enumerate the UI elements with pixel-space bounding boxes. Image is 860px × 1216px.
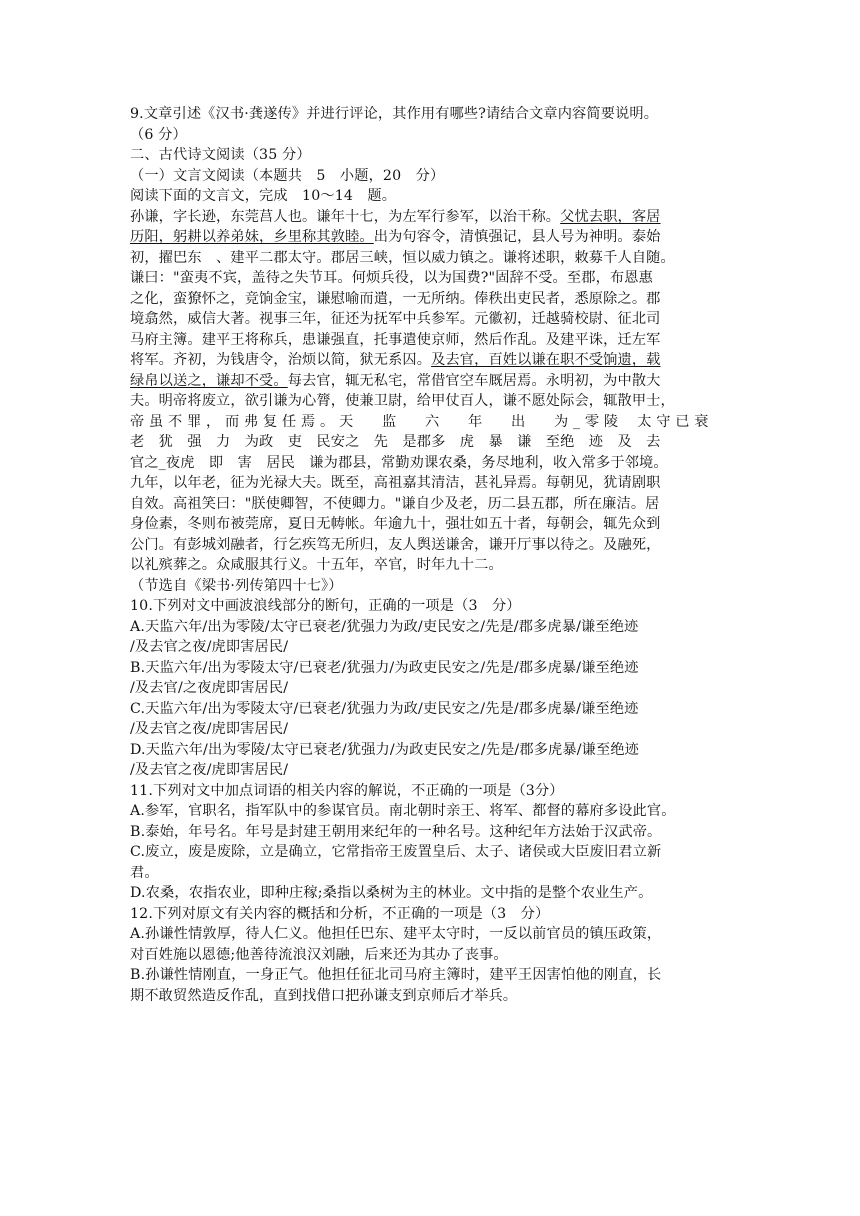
text-segment: 初，擢巴东 、建平二郡太守。郡居三峡，恒以威力镇之。谦将述职，敕募千人自随。: [130, 249, 675, 266]
text-segment: A.孙谦性情敦厚，待人仁义。他担任巴东、建平太守时，一反以前官员的镇压政策，: [130, 926, 662, 942]
text-line: [130, 945, 730, 966]
text-line: [130, 617, 730, 638]
text-segment: 阅读下面的文言文，完成 10～14 题。: [130, 188, 397, 204]
text-line: [130, 904, 730, 925]
text-line: [130, 514, 730, 535]
text-line: [130, 822, 730, 843]
text-line: [130, 473, 730, 494]
text-segment: 12.下列对原文有关内容的概括和分析，不正确的一项是（3 分）: [130, 905, 550, 922]
text-line: [130, 350, 730, 371]
underlined-text: 历阳，躬耕以养弟妹，乡里称其敦睦。: [130, 229, 374, 245]
text-line: [130, 166, 730, 187]
text-segment: （节选自《梁书·列传第四十七》）: [130, 577, 343, 594]
text-line: [130, 596, 730, 617]
text-segment: 出为句容令，清慎强记，县人号为神明。泰始: [373, 229, 661, 245]
text-segment: 自效。高祖笑曰："朕使卿智，不使卿力。"谦自少及老，历二县五郡，所在廉洁。居: [130, 495, 660, 512]
text-segment: 孙谦，字长逊，东莞莒人也。谦年十七，为左军行参军，以治干称。: [130, 208, 561, 225]
text-segment: 每去官，辄无私宅，常借官空车厩居焉。永明初，为中散大: [287, 372, 661, 389]
text-segment: A.参军，官职名，指军队中的参谋官员。南北朝时亲王、将军、都督的幕府多设此官。: [130, 803, 676, 819]
text-line: [130, 371, 730, 392]
text-segment: B.天监六年/出为零陵太守/已衰老/犹强力/为政吏民安之/先是/郡多虎暴/谦至绝迹: [130, 659, 639, 676]
text-segment: 二、古代诗文阅读（35 分）: [130, 147, 311, 163]
text-segment: 老 犹 强 力 为政 吏 民安之 先 是郡多 虎 暴 谦 至绝 迹 及 去: [130, 434, 661, 450]
text-line: [130, 965, 730, 986]
text-segment: C.天监六年/出为零陵太守/已衰老/犹强力为政/吏民安之/先是/郡多虎暴/谦至绝迹: [130, 700, 639, 717]
text-line: [130, 637, 730, 658]
text-line: [130, 740, 730, 761]
text-segment: 马府主簿。建平王将称兵，患谦强直，托事遣使京师，然后作乱。及建平诛，迁左军: [130, 331, 661, 348]
text-segment: 君。: [130, 864, 159, 881]
text-line: [130, 555, 730, 576]
text-line: [130, 719, 730, 740]
text-line: [130, 186, 730, 207]
text-segment: B.孙谦性情刚直，一身正气。他担任征北司马府主簿时，建平王因害怕他的刚直，长: [130, 967, 662, 983]
text-segment: 帝 虽 不 罪 ， 而 弗 复 任 焉 。 天 监 六 年 出 为 _ 零 陵 太 守 已 衰: [130, 413, 709, 430]
text-line: [130, 330, 730, 351]
text-segment: D.农桑，农指农业，即种庄稼;桑指以桑树为主的林业。文中指的是整个农业生产。: [130, 885, 653, 901]
text-line: [130, 678, 730, 699]
text-segment: /及去官之夜/虎即害居民/: [130, 721, 289, 737]
text-segment: A.天监六年/出为零陵/太守已衰老/犹强力为政/吏民安之/先是/郡多虎暴/谦至绝迹: [130, 618, 639, 635]
text-line: [130, 125, 730, 146]
text-line: [130, 535, 730, 556]
text-segment: 身俭素，冬则布被莞席，夏日无帱帐。年逾九十，强壮如五十者，每朝会，辄先众到: [130, 516, 661, 532]
text-line: [130, 227, 730, 248]
text-line: [130, 412, 730, 433]
text-segment: B.泰始，年号名。年号是封建王朝用来纪年的一种名号。这种纪年方法始于汉武帝。: [130, 823, 662, 840]
document-body: [130, 104, 730, 1006]
text-line: [130, 760, 730, 781]
text-line: [130, 145, 730, 166]
text-segment: （6 分）: [130, 126, 187, 143]
text-segment: 公门。有彭城刘融者，行乞疾笃无所归，友人舆送谦舍，谦开厅事以待之。及融死，: [130, 536, 661, 553]
text-segment: 以礼殡葬之。众咸服其行义。十五年，卒官，时年九十二。: [130, 557, 503, 573]
text-line: [130, 248, 730, 269]
text-line: [130, 432, 730, 453]
text-segment: 境翕然，威信大著。视事三年，征还为抚军中兵参军。元徽初，迁越骑校尉、征北司: [130, 311, 661, 327]
text-segment: 谦曰："蛮夷不宾，盖待之失节耳。何烦兵役，以为国费?"固辞不受。至郡，布恩惠: [130, 270, 653, 286]
text-segment: 夫。明帝将废立，欲引谦为心膂，使兼卫尉，给甲仗百人，谦不愿处际会，辄散甲士，: [130, 393, 675, 409]
text-segment: 10.下列对文中画波浪线部分的断句，正确的一项是（3 分）: [130, 598, 521, 614]
text-line: [130, 801, 730, 822]
text-line: [130, 289, 730, 310]
text-line: [130, 658, 730, 679]
text-segment: 期不敢贸然造反作乱，直到找借口把孙谦支到京师后才举兵。: [130, 987, 518, 1004]
text-segment: 将军。齐初，为钱唐令，治烦以简，狱无系囚。: [130, 352, 432, 368]
text-line: [130, 842, 730, 863]
text-line: [130, 207, 730, 228]
text-segment: /及去官之夜/虎即害居民/: [130, 762, 289, 778]
underlined-text: 绿帛以送之，谦却不受。: [130, 372, 288, 389]
text-line: [130, 576, 730, 597]
text-segment: /及去官/之夜虎即害居民/: [130, 680, 289, 696]
text-segment: 官之_夜虎 即 害 居民 谦为郡县，常勤劝课农桑，务尽地利，收入常多于邻境。: [130, 454, 668, 471]
text-segment: （一）文言文阅读（本题共 5 小题，20 分）: [130, 167, 445, 184]
text-line: [130, 453, 730, 474]
text-segment: 之化，蛮獠怀之，竞饷金宝，谦慰喻而遣，一无所纳。俸秩出吏民者，悉原除之。郡: [130, 290, 661, 307]
text-line: [130, 494, 730, 515]
text-line: [130, 863, 730, 884]
underlined-text: 父忧去职，客居: [560, 208, 661, 225]
text-line: [130, 309, 730, 330]
text-line: [130, 391, 730, 412]
text-line: [130, 883, 730, 904]
text-segment: D.天监六年/出为零陵/太守已衰老/犹强力/为政吏民安之/先是/郡多虎暴/谦至绝迹: [130, 741, 639, 758]
underlined-text: 及去官，百姓以谦在职不受饷遗，载: [431, 352, 661, 368]
text-line: [130, 986, 730, 1007]
text-line: [130, 699, 730, 720]
text-line: [130, 781, 730, 802]
text-line: [130, 104, 730, 125]
text-line: [130, 924, 730, 945]
text-line: [130, 268, 730, 289]
text-segment: 九年，以年老，征为光禄大夫。既至，高祖嘉其清洁，甚礼异焉。每朝见，犹请剧职: [130, 475, 661, 491]
text-segment: 11.下列对文中加点词语的相关内容的解说，不正确的一项是（3分）: [130, 782, 564, 799]
text-segment: /及去官之夜/虎即害居民/: [130, 639, 289, 655]
text-segment: 9.文章引述《汉书·龚遂传》并进行评论，其作用有哪些?请结合文章内容简要说明。: [130, 106, 659, 122]
text-segment: C.废立，废是废除，立是确立，它常指帝王废置皇后、太子、诸侯或大臣废旧君立新: [130, 844, 662, 860]
text-segment: 对百姓施以恩德;他善待流浪汉刘融，后来还为其办了丧事。: [130, 946, 508, 963]
